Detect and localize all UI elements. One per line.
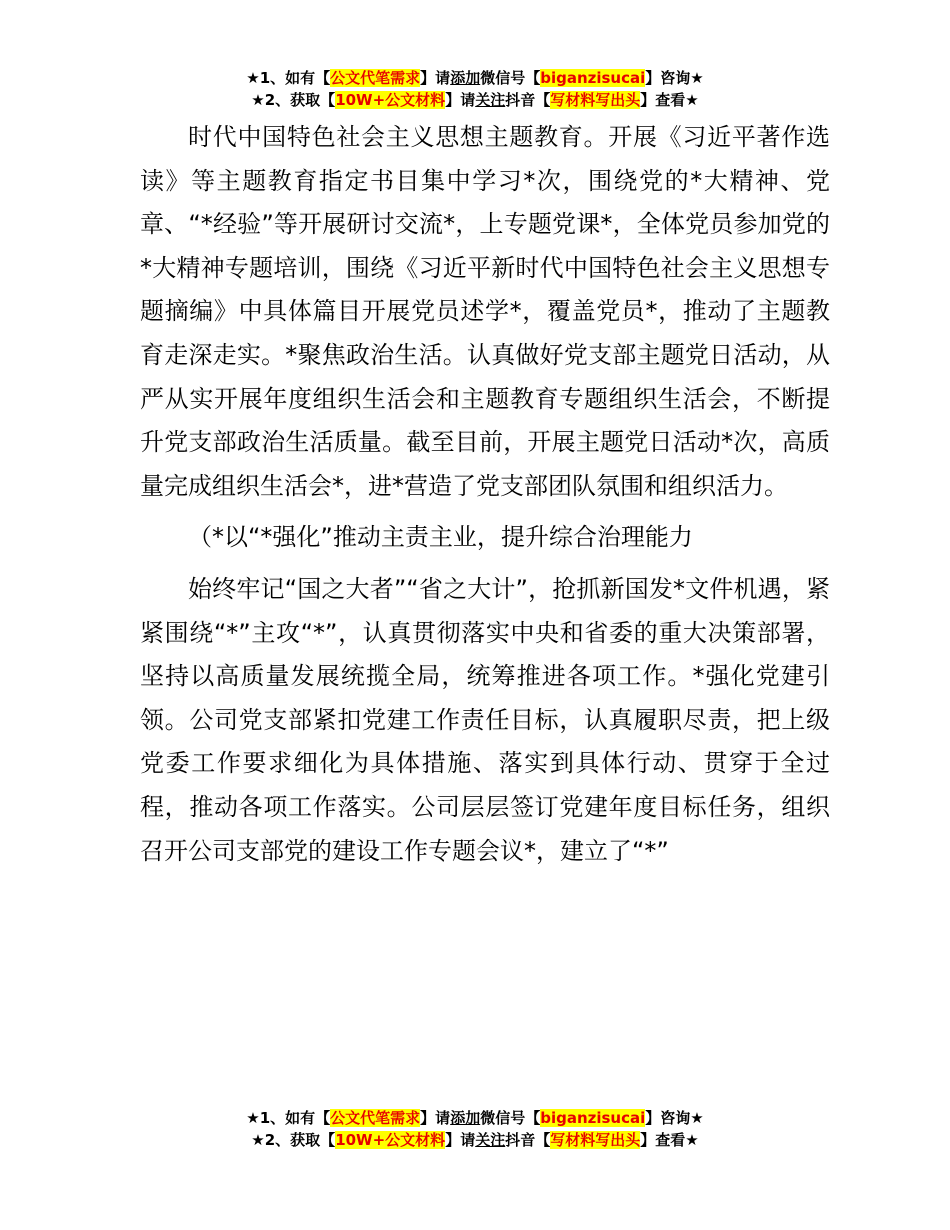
banner-text: 】查看★ xyxy=(640,91,699,109)
document-body xyxy=(140,116,830,873)
banner-text: 】请 xyxy=(445,1131,476,1149)
banner-text: ★1、如有【 xyxy=(246,69,331,87)
banner-text: ★1、如有【 xyxy=(246,1109,331,1127)
banner-underline: 关注 xyxy=(475,1131,506,1149)
banner-text: 】请 xyxy=(445,91,476,109)
banner-line-2 xyxy=(0,1129,950,1151)
banner-highlight: 公文代笔需求 xyxy=(330,1109,421,1127)
paragraph-2: 始终牢记“国之大者”“省之大计”，抢抓新国发*文件机遇，紧紧围绕“*”主攻“*”，认真贯彻落实中央和省委的重大决策部署，坚持以高质量发展统揽全局，统筹推进各项工作。*强化党建引领。公司党支部紧扣党建工作责任目标，认真履职尽责，把上级党委工作要求细化为具体措施、落实到具体行动、贯穿于全过程，推动各项工作落实。公司层层签订党建年度目标任务，组织召开公司支部党的建设工作专题会议*，建立了“*” xyxy=(140,574,830,865)
banner-highlight: 10W+公文材料 xyxy=(335,1131,446,1149)
banner-text: 】查看★ xyxy=(640,1131,699,1149)
header-banner xyxy=(0,67,950,111)
banner-text: ★2、获取【 xyxy=(251,1131,336,1149)
banner-text: 】请 xyxy=(420,69,451,87)
banner-text: ★2、获取【 xyxy=(251,91,336,109)
banner-line-1 xyxy=(0,67,950,89)
banner-text: 微信号【 xyxy=(480,69,541,87)
banner-underline: 添加 xyxy=(450,69,481,87)
banner-highlight: biganzisucai xyxy=(540,69,646,87)
banner-highlight: 10W+公文材料 xyxy=(335,91,446,109)
banner-line-1 xyxy=(0,1107,950,1129)
section-heading: （*以“*强化”推动主责主业，提升综合治理能力 xyxy=(188,523,693,552)
banner-line-2 xyxy=(0,89,950,111)
banner-text: 】请 xyxy=(420,1109,451,1127)
banner-highlight: biganzisucai xyxy=(540,1109,646,1127)
banner-highlight: 公文代笔需求 xyxy=(330,69,421,87)
banner-text: 微信号【 xyxy=(480,1109,541,1127)
banner-underline: 关注 xyxy=(475,91,506,109)
banner-text: 】咨询★ xyxy=(645,69,704,87)
footer-banner xyxy=(0,1107,950,1151)
banner-underline: 添加 xyxy=(450,1109,481,1127)
banner-text: 抖音【 xyxy=(505,1131,551,1149)
paragraph-1: 时代中国特色社会主义思想主题教育。开展《习近平著作选读》等主题教育指定书目集中学习*次，围绕党的*大精神、党章、“*经验”等开展研讨交流*，上专题党课*，全体党员参加党的*大精神专题培训，围绕《习近平新时代中国特色社会主义思想专题摘编》中具体篇目开展党员述学*，覆盖党员*，推动了主题教育走深走实。*聚焦政治生活。认真做好党支部主题党日活动，从严从实开展年度组织生活会和主题教育专题组织生活会，不断提升党支部政治生活质量。截至目前，开展主题党日活动*次，高质量完成组织生活会*，进*营造了党支部团队氛围和组织活力。 xyxy=(140,123,830,500)
banner-text: 】咨询★ xyxy=(645,1109,704,1127)
banner-highlight: 写材料写出头 xyxy=(550,1131,641,1149)
banner-text: 抖音【 xyxy=(505,91,551,109)
banner-highlight: 写材料写出头 xyxy=(550,91,641,109)
